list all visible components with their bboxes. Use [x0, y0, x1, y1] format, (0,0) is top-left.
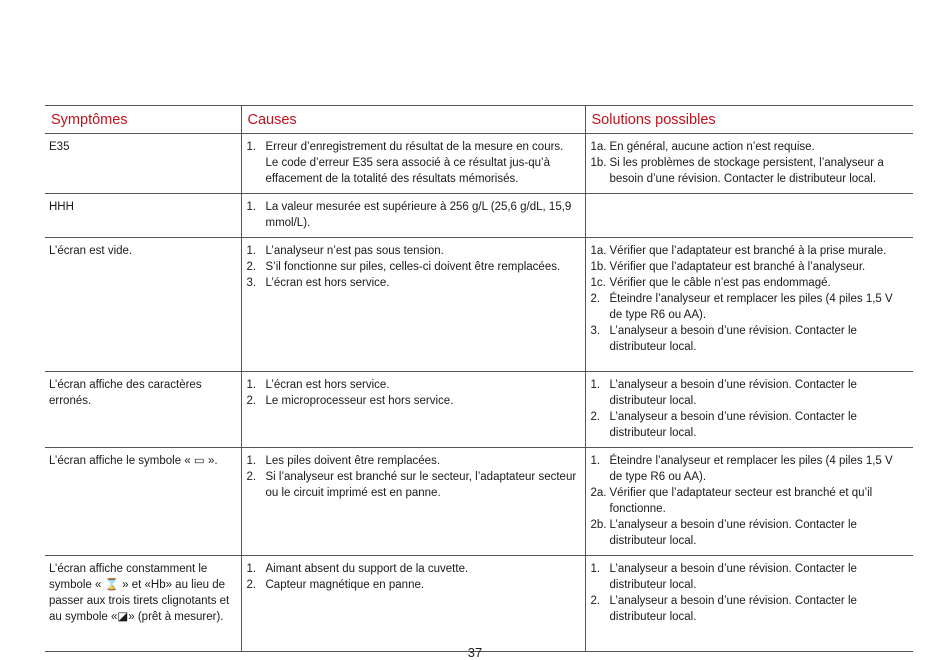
table-row [45, 448, 913, 556]
cause-number: 2. [246, 471, 257, 483]
solution-text: L’analyseur a besoin d’une révision. Contacter le distributeur local. [609, 325, 857, 353]
cause-item [246, 139, 579, 187]
cause-cell [241, 372, 585, 448]
solution-number: 1. [590, 455, 601, 467]
solution-cell [585, 556, 913, 652]
symptom-cell: L’écran affiche des caractères erronés. [49, 379, 202, 407]
solution-text: L’analyseur a besoin d’une révision. Contacter le distributeur local. [609, 563, 857, 591]
cause-number: 1. [246, 141, 257, 153]
solution-text: L’analyseur a besoin d’une révision. Contacter le distributeur local. [609, 379, 857, 407]
cause-list [246, 139, 579, 187]
cause-text: Capteur magnétique en panne. [265, 579, 425, 591]
solution-cell [585, 134, 913, 194]
solution-text: L’analyseur a besoin d’une révision. Contacter le distributeur local. [609, 411, 857, 439]
cause-item [246, 199, 579, 231]
cause-number: 2. [246, 579, 257, 591]
symptom-cell: L’écran affiche constamment le symbole « ⌛ » et «Hb» au lieu de passer aux trois tirets clignotants et au symbole «◪» (prêt à mesurer). [49, 563, 230, 623]
cause-cell [241, 134, 585, 194]
solution-item [590, 291, 908, 323]
solution-cell [585, 238, 913, 372]
symptom-cell: E35 [49, 141, 70, 153]
cause-number: 2. [246, 395, 257, 407]
cause-text: L’écran est hors service. [265, 277, 390, 289]
symptom-cell: HHH [49, 201, 74, 213]
cause-item [246, 469, 579, 501]
cause-text: Si l’analyseur est branché sur le secteur, l’adaptateur secteur ou le circuit imprimé est en panne. [265, 471, 577, 499]
cause-list [246, 199, 579, 231]
solution-item [590, 409, 908, 441]
symptom-cell: L’écran affiche le symbole « ▭ ». [49, 455, 218, 467]
solution-list [590, 139, 908, 187]
solution-number: 1a. [590, 141, 607, 153]
cause-text: L’analyseur n’est pas sous tension. [265, 245, 444, 257]
cause-item [246, 243, 579, 259]
cause-item [246, 377, 579, 393]
solution-text: Si les problèmes de stockage persistent, l’analyseur a besoin d’une révision. Contacter le distributeur local. [609, 157, 884, 185]
cause-text: S’il fonctionne sur piles, celles-ci doivent être remplacées. [265, 261, 561, 273]
cause-item [246, 275, 579, 291]
cause-number: 3. [246, 277, 257, 289]
solution-item [590, 243, 908, 259]
cause-text: L’écran est hors service. [265, 379, 390, 391]
table-row [45, 372, 913, 448]
solution-item [590, 377, 908, 409]
table-row [45, 556, 913, 652]
solution-item [590, 155, 908, 187]
symptom-cell: L’écran est vide. [49, 245, 133, 257]
solution-text: L’analyseur a besoin d’une révision. Contacter le distributeur local. [609, 519, 857, 547]
cause-cell [241, 238, 585, 372]
solution-text: L’analyseur a besoin d’une révision. Contacter le distributeur local. [609, 595, 857, 623]
cause-text: Erreur d’enregistrement du résultat de la mesure en cours. Le code d’erreur E35 sera associé à ce résultat jus-qu’à effacement de la totalité des résultats mémorisés. [265, 141, 564, 185]
table-header-row [45, 106, 913, 134]
solution-text: Vérifier que l’adaptateur est branché à la prise murale. [609, 245, 887, 257]
solution-number: 2. [590, 411, 601, 423]
cause-item [246, 453, 579, 469]
cause-number: 1. [246, 455, 257, 467]
solution-list [590, 561, 908, 625]
solution-list [590, 377, 908, 441]
solution-item [590, 275, 908, 291]
solution-number: 1a. [590, 245, 607, 257]
solution-item [590, 259, 908, 275]
solution-item [590, 561, 908, 593]
solution-number: 2. [590, 595, 601, 607]
solution-number: 1. [590, 379, 601, 391]
cause-number: 2. [246, 261, 257, 273]
solution-number: 1c. [590, 277, 606, 289]
solution-list [590, 243, 908, 355]
solution-number: 3. [590, 325, 601, 337]
solution-item [590, 139, 908, 155]
table-row [45, 134, 913, 194]
header-causes: Causes [241, 106, 585, 134]
solution-cell [585, 194, 913, 238]
cause-item [246, 577, 579, 593]
cause-text: Aimant absent du support de la cuvette. [265, 563, 469, 575]
solution-cell [585, 372, 913, 448]
solution-item [590, 593, 908, 625]
cause-list [246, 561, 579, 593]
cause-item [246, 259, 579, 275]
table-row [45, 238, 913, 372]
cause-list [246, 453, 579, 501]
cause-text: Le microprocesseur est hors service. [265, 395, 454, 407]
cause-text: Les piles doivent être remplacées. [265, 455, 441, 467]
header-solutions: Solutions possibles [585, 106, 913, 134]
cause-number: 1. [246, 201, 257, 213]
solution-number: 1. [590, 563, 601, 575]
solution-number: 2. [590, 293, 601, 305]
solution-number: 1b. [590, 157, 607, 169]
cause-number: 1. [246, 379, 257, 391]
solution-item [590, 517, 908, 549]
troubleshooting-table [45, 105, 913, 652]
cause-cell [241, 448, 585, 556]
cause-number: 1. [246, 245, 257, 257]
solution-text: Vérifier que l’adaptateur est branché à l’analyseur. [609, 261, 866, 273]
solution-text: En général, aucune action n’est requise. [609, 141, 815, 153]
solution-text: Éteindre l’analyseur et remplacer les piles (4 piles 1,5 V de type R6 ou AA). [609, 293, 893, 321]
solution-item [590, 323, 908, 355]
solution-list [590, 453, 908, 549]
header-symptoms: Symptômes [51, 112, 128, 128]
solution-number: 2a. [590, 487, 607, 499]
solution-item [590, 453, 908, 485]
solution-item [590, 485, 908, 517]
solution-text: Vérifier que l’adaptateur secteur est branché et qu’il fonctionne. [609, 487, 873, 515]
cause-item [246, 561, 579, 577]
cause-cell [241, 194, 585, 238]
cause-item [246, 393, 579, 409]
cause-list [246, 243, 579, 291]
cause-cell [241, 556, 585, 652]
cause-list [246, 377, 579, 409]
solution-cell [585, 448, 913, 556]
page-number: 37 [467, 645, 483, 660]
solution-number: 2b. [590, 519, 607, 531]
solution-text: Éteindre l’analyseur et remplacer les piles (4 piles 1,5 V de type R6 ou AA). [609, 455, 893, 483]
solution-text: Vérifier que le câble n’est pas endommagé. [609, 277, 831, 289]
cause-number: 1. [246, 563, 257, 575]
solution-number: 1b. [590, 261, 607, 273]
table-row [45, 194, 913, 238]
cause-text: La valeur mesurée est supérieure à 256 g/L (25,6 g/dL, 15,9 mmol/L). [265, 201, 572, 229]
